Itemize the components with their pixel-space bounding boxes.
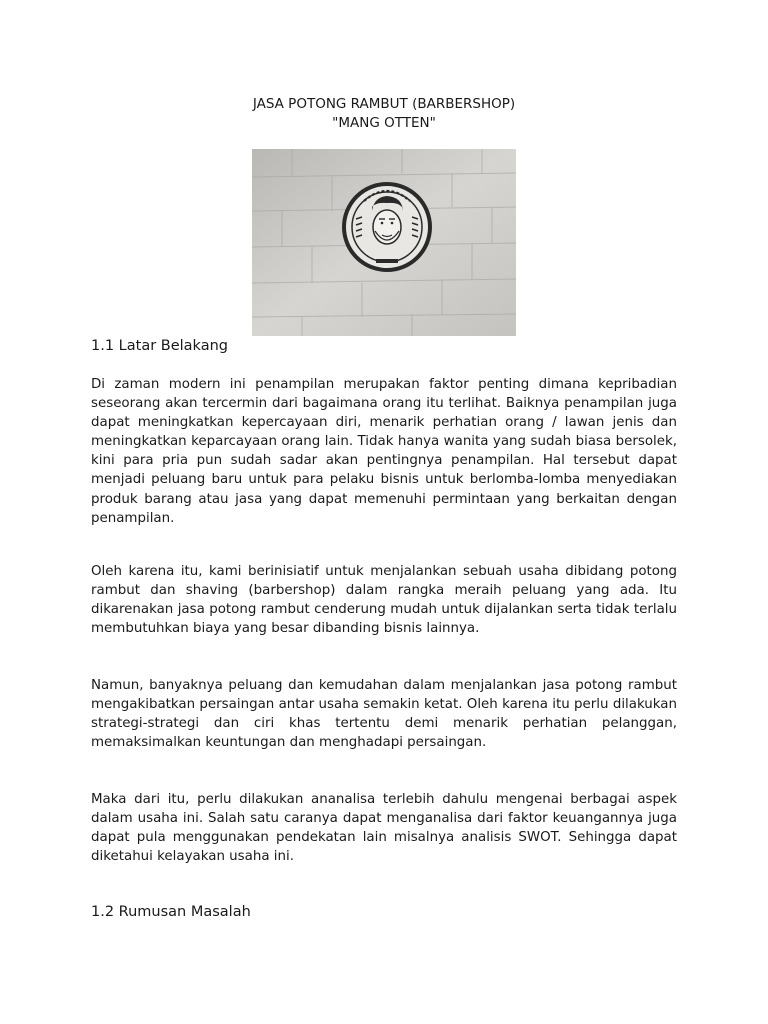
title-line-1: JASA POTONG RAMBUT (BARBERSHOP)	[252, 96, 516, 112]
barbershop-logo-photo	[252, 149, 516, 336]
document-title	[0, 95, 768, 133]
section-2-heading: 1.2 Rumusan Masalah	[91, 904, 251, 920]
paragraph-2: Oleh karena itu, kami berinisiatif untuk menjalankan sebuah usaha dibidang potong rambut dan shaving (barbershop) dalam rangka meraih peluang yang ada. Itu dikarenakan jasa potong rambut cenderung mudah untuk dijalankan serta tidak terlalu membutuhkan biaya yang besar dibanding bisnis lainnya.	[91, 564, 677, 637]
title-line-2: "MANG OTTEN"	[332, 115, 436, 131]
paragraph-4: Maka dari itu, perlu dilakukan ananalisa terlebih dahulu mengenai berbagai aspek dalam usaha ini. Salah satu caranya dapat menganalisa dari faktor keuangannya juga dapat pula menggunakan pendekatan lain misalnya analisis SWOT. Sehingga dapat diketahui kelayakan usaha ini.	[91, 792, 677, 865]
mang-otten-logo	[344, 184, 430, 270]
paragraph-3: Namun, banyaknya peluang dan kemudahan dalam menjalankan jasa potong rambut mengakibatkan persaingan antar usaha semakin ketat. Oleh karena itu perlu dilakukan strategi-strategi dan ciri khas tertentu demi menarik perhatian pelanggan, memaksimalkan keuntungan dan menghadapi persaingan.	[91, 678, 677, 751]
paragraph-1: Di zaman modern ini penampilan merupakan faktor penting dimana kepribadian seseorang akan tercermin dari bagaimana orang itu terlihat. Baiknya penampilan juga dapat meningkatkan kepercayaan diri, menarik perhatian orang / lawan jenis dan meningkatkan keparcayaan orang lain. Tidak hanya wanita yang sudah biasa bersolek, kini para pria pun sudah sadar akan pentingnya penampilan. Hal tersebut dapat menjadi peluang baru untuk para pelaku bisnis untuk berlomba-lomba menyediakan produk barang atau jasa yang dapat memenuhi permintaan yang berkaitan dengan penampilan.	[91, 377, 677, 526]
section-1-heading: 1.1 Latar Belakang	[91, 338, 228, 354]
